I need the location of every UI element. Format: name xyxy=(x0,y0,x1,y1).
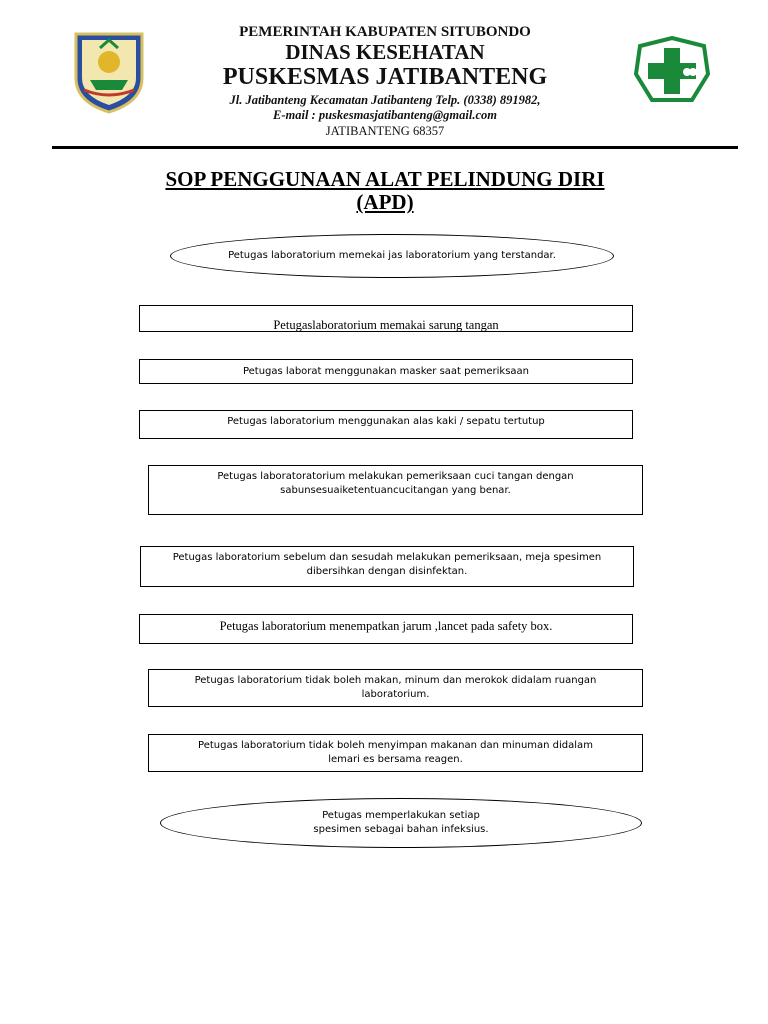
step-box: Petugaslaboratorium memakai sarung tangan xyxy=(139,305,633,332)
puskesmas-cross-logo xyxy=(634,36,710,108)
step-box: Petugas laboratorium tidak boleh menyimpan makanan dan minuman didalam lemari es bersama reagen. xyxy=(148,734,643,772)
header-address: Jl. Jatibanteng Kecamatan Jatibanteng Telp. (0338) 891982, xyxy=(229,93,541,107)
step-box: Petugas laboratorium sebelum dan sesudah melakukan pemeriksaan, meja spesimen dibersihkan dengan disinfektan. xyxy=(140,546,634,587)
step-box: Petugas laboratorium tidak boleh makan, minum dan merokok didalam ruangan laboratorium. xyxy=(148,669,643,707)
title-line-1: SOP PENGGUNAAN ALAT PELINDUNG DIRI xyxy=(165,167,605,191)
header-department: DINAS KESEHATAN xyxy=(285,40,485,64)
step-box: Petugas laboratorium menggunakan alas kaki / sepatu tertutup xyxy=(139,410,633,439)
step-oval-end: Petugas memperlakukan setiap spesimen sebagai bahan infeksius. xyxy=(160,798,642,848)
step-oval-start: Petugas laboratorium memekai jas laboratorium yang terstandar. xyxy=(170,234,614,278)
title-line-2: (APD) xyxy=(356,190,414,214)
header-government: PEMERINTAH KABUPATEN SITUBONDO xyxy=(239,24,531,40)
step-box: Petugas laborat menggunakan masker saat pemeriksaan xyxy=(139,359,633,384)
step-box: Petugas laboratoratorium melakukan pemeriksaan cuci tangan dengan sabunsesuaiketentuancucitangan yang benar. xyxy=(148,465,643,515)
header-postal: JATIBANTENG 68357 xyxy=(325,124,445,138)
document-title xyxy=(110,168,660,214)
header-puskesmas: PUSKESMAS JATIBANTENG xyxy=(222,64,548,90)
step-box: Petugas laboratorium menempatkan jarum ,lancet pada safety box. xyxy=(139,614,633,644)
regency-emblem-logo xyxy=(70,28,148,114)
header-divider xyxy=(52,146,738,149)
header-email: E-mail : puskesmasjatibanteng@gmail.com xyxy=(273,108,497,122)
